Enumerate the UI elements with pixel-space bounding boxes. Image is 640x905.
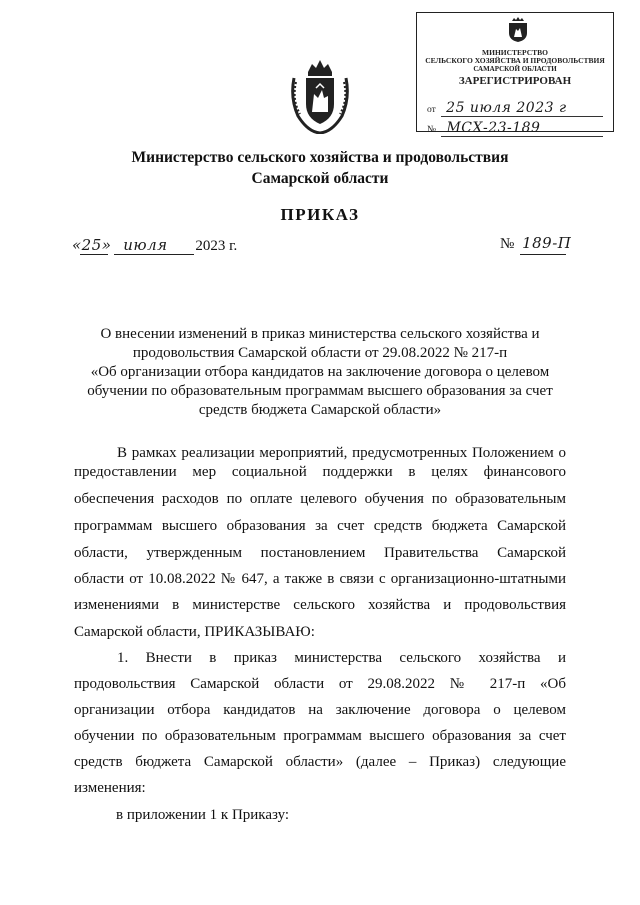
ministry-name-line-1: Министерство сельского хозяйства и продовольствия	[131, 149, 509, 166]
order-number-prefix: №	[500, 236, 515, 252]
order-number-value: 189-П	[522, 234, 572, 252]
body-line: области, утвержденным постановлением Правительства Самарской	[74, 545, 566, 561]
subject-line: О внесении изменений в приказ министерства сельского хозяйства и	[100, 326, 540, 342]
stamp-number-prefix: №	[427, 125, 437, 135]
body-line: изменения:	[74, 780, 146, 796]
body-line: продовольствия Самарской области от 29.08.2022 № 217-п «Об	[74, 676, 566, 692]
order-month: июля	[123, 236, 168, 254]
stamp-date-row	[427, 100, 567, 116]
body-line: в приложении 1 к Приказу:	[116, 807, 290, 823]
stamp-number-value: МСХ-23-189	[446, 120, 541, 136]
body-line: средств бюджета Самарской области» (далее – Приказ) следующие	[74, 754, 566, 770]
subject-line: средств бюджета Самарской области»	[198, 402, 442, 418]
stamp-line-3: САМАРСКОЙ ОБЛАСТИ	[473, 65, 557, 73]
registration-stamp	[416, 12, 614, 136]
body-line: 1. Внести в приказ министерства сельского хозяйства и	[117, 650, 566, 666]
stamp-line-1: МИНИСТЕРСТВО	[482, 48, 548, 57]
stamp-line-2: СЕЛЬСКОГО ХОЗЯЙСТВА И ПРОДОВОЛЬСТВИЯ	[425, 56, 605, 65]
order-month-underline	[114, 254, 194, 255]
body-line: В рамках реализации мероприятий, предусмотренных Положением о	[117, 445, 566, 461]
order-day: «25»	[72, 236, 112, 254]
body-line: обучении по образовательным программам высшего образования за счет	[74, 728, 566, 744]
subject-line: обучении по образовательным программам высшего образования за счет	[87, 383, 553, 399]
order-number-underline	[520, 254, 566, 255]
document-title: ПРИКАЗ	[280, 205, 360, 224]
subject-line: «Об организации отбора кандидатов на заключение договора о целевом	[90, 364, 550, 380]
order-date	[72, 238, 237, 254]
order-day-underline	[80, 254, 108, 255]
subject-line: продовольствия Самарской области от 29.08.2022 № 217-п	[132, 345, 508, 361]
body-line: предоставлении мер социальной поддержки в целях финансового	[74, 464, 566, 480]
body-line: области от 10.08.2022 № 647, а также в связи с организационно-штатными	[74, 571, 566, 587]
body-line: Самарской области, ПРИКАЗЫВАЮ:	[74, 624, 315, 640]
ministry-name-line-2: Самарской области	[251, 170, 389, 187]
body-line: организации отбора кандидатов на заключение договора о целевом	[74, 702, 566, 718]
order-year: 2023 г.	[195, 238, 238, 254]
stamp-emblem-icon	[507, 17, 529, 43]
body-line: изменениями в министерстве сельского хозяйства и продовольствия	[74, 597, 566, 613]
body-line: программам высшего образования за счет средств бюджета Самарской	[74, 518, 566, 534]
stamp-registered-label: ЗАРЕГИСТРИРОВАН	[458, 75, 572, 87]
order-number	[500, 236, 571, 252]
stamp-date-value: 25 июля 2023 г	[446, 100, 567, 116]
stamp-date-underline	[441, 116, 603, 117]
stamp-date-prefix: от	[427, 105, 436, 115]
stamp-number-underline	[441, 136, 603, 137]
coat-of-arms-icon	[290, 58, 350, 134]
stamp-number-row	[427, 120, 540, 136]
body-line: обеспечения расходов по оплате целевого обучения по образовательным	[74, 491, 566, 507]
